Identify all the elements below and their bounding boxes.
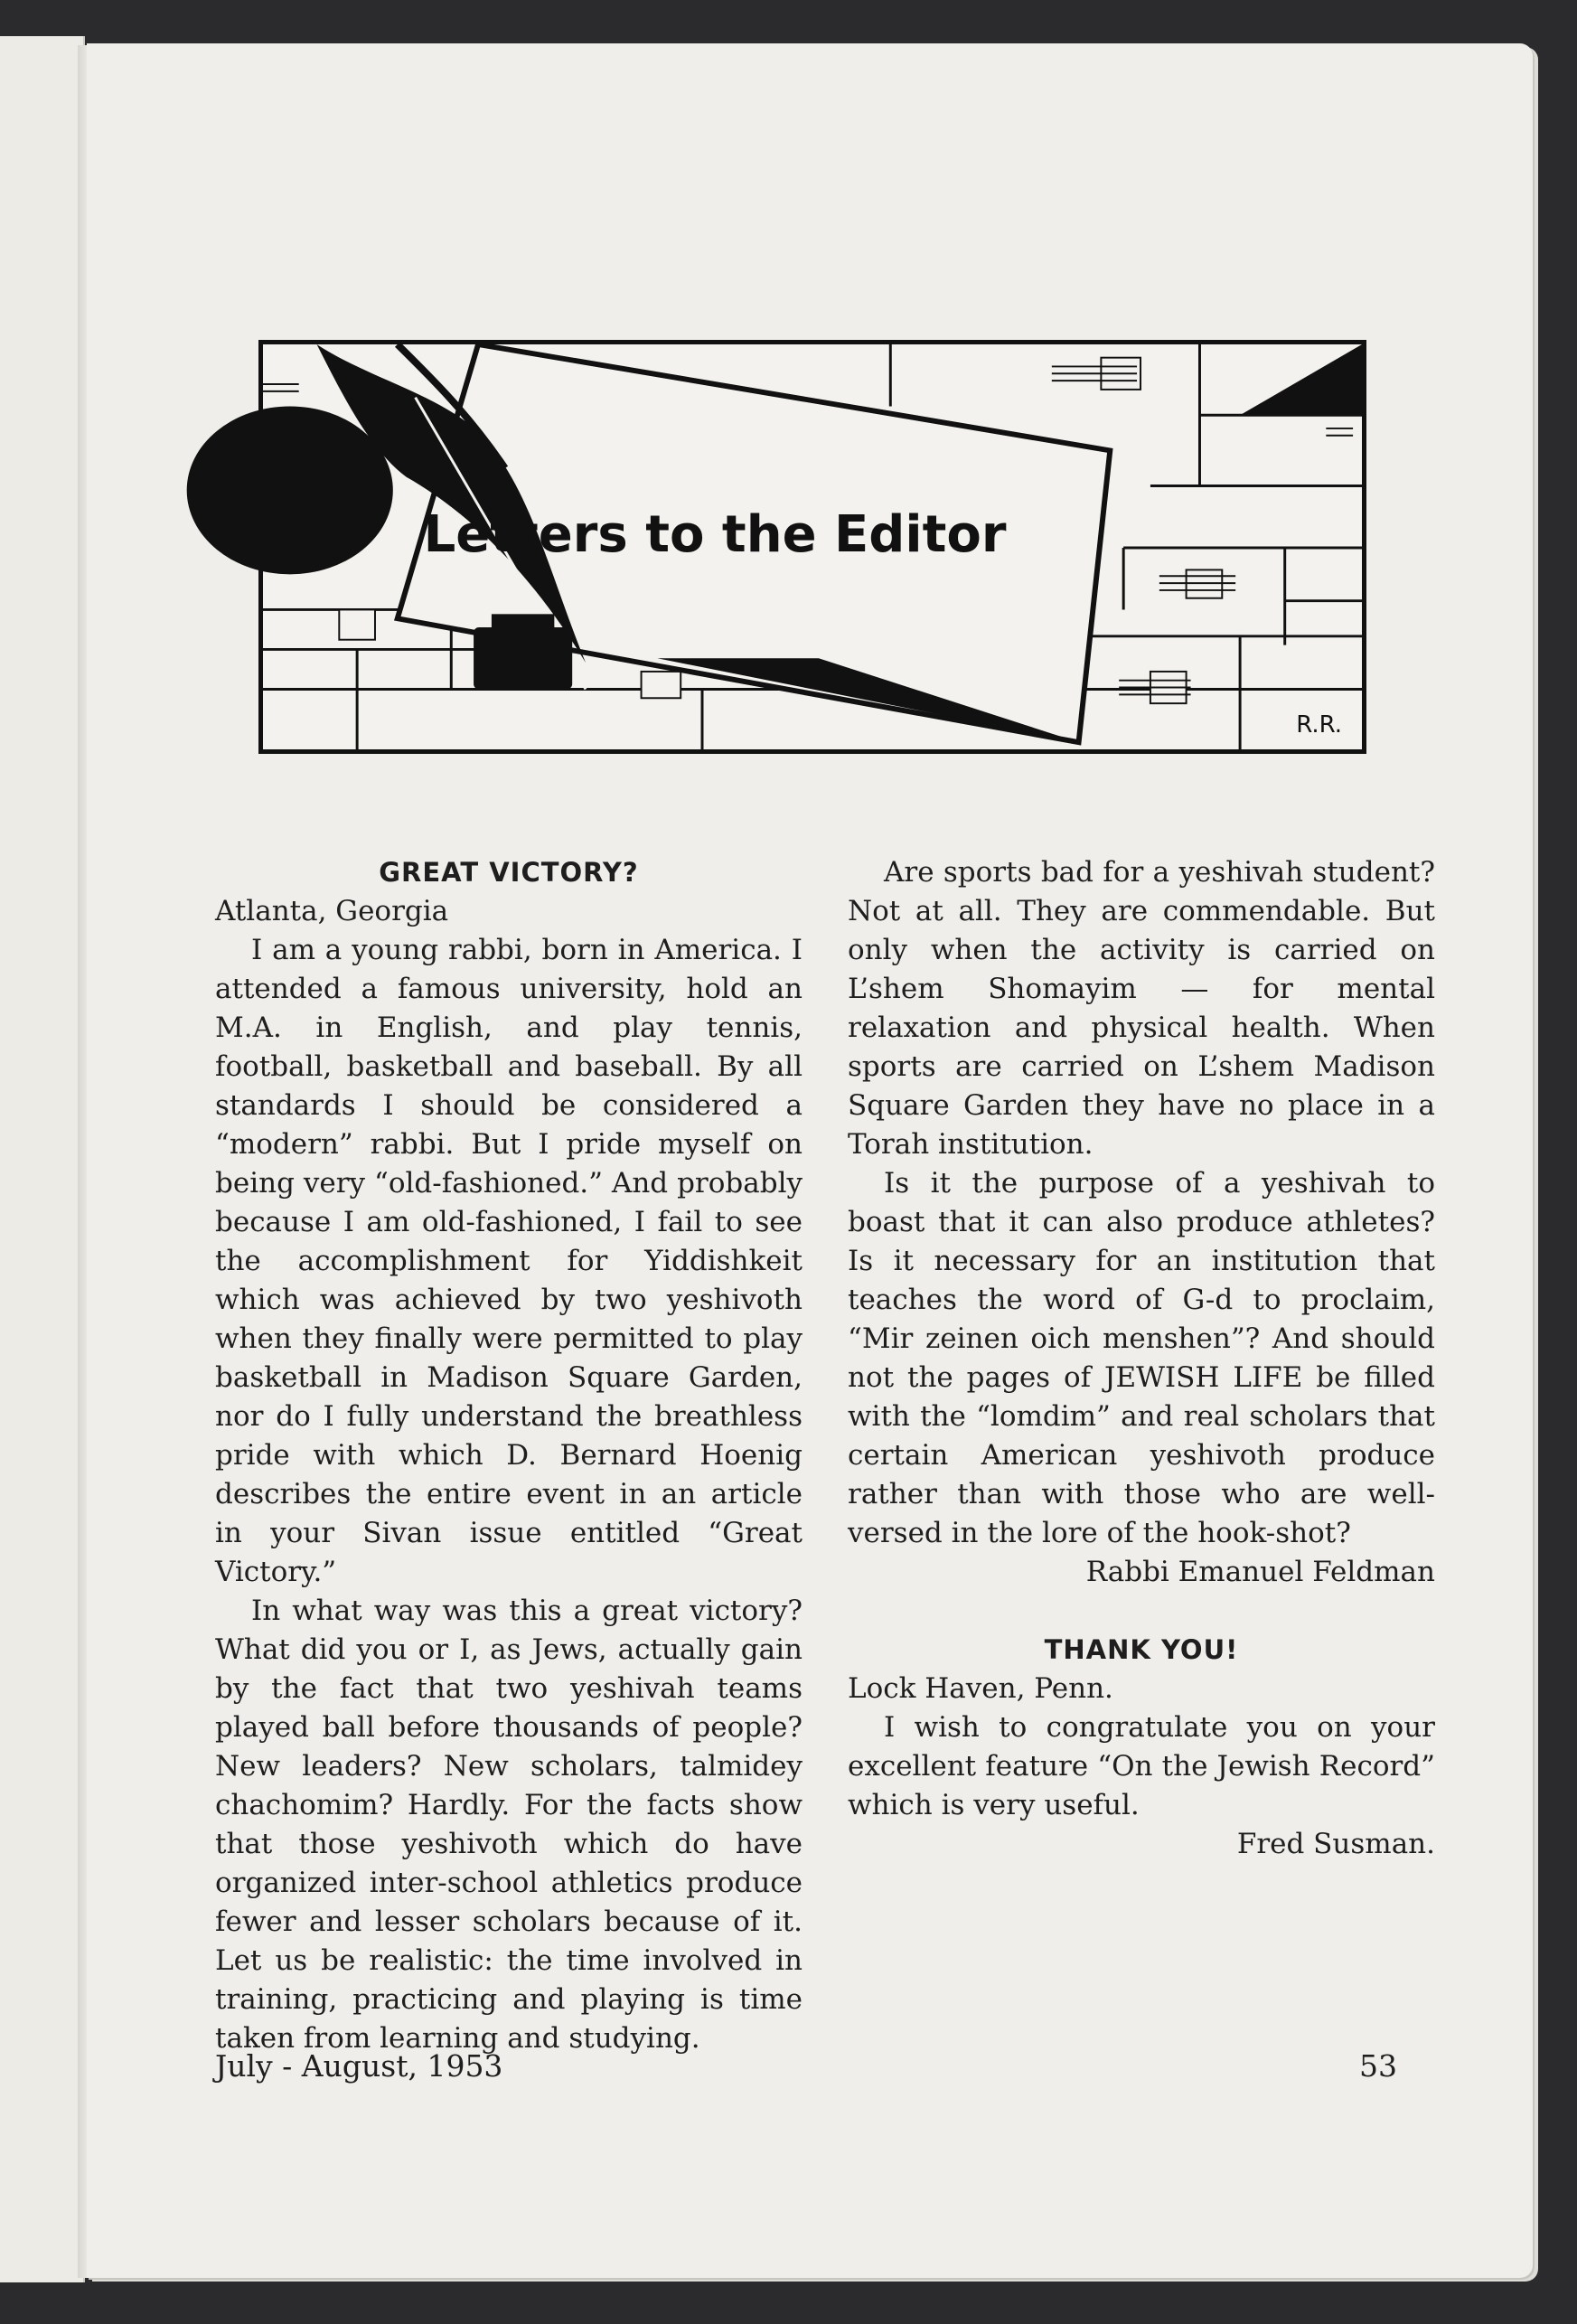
letter-signature: Fred Susman. <box>1236 1828 1435 1860</box>
letters-banner-illustration <box>258 340 1366 754</box>
letter-place: Atlanta, Georgia <box>215 895 449 927</box>
magazine-page <box>87 43 1533 2278</box>
letter-place: Lock Haven, Penn. <box>848 1672 1113 1705</box>
letter-heading: THANK YOU! <box>1044 1634 1239 1665</box>
artist-initials: R.R. <box>1296 711 1342 739</box>
letter-paragraph: Are sports bad for a yeshivah student? Not at all. They are commendable. But only when the activity is carried on L’shem Shomayim — for mental relaxation and physical health. When sports are carried on L’shem Madison Square Garden they have no place in a Torah institution. <box>848 856 1435 1161</box>
page-number: 53 <box>1359 2048 1397 2084</box>
section-title: Letters to the Editor <box>423 505 1007 564</box>
letter-paragraph: In what way was this a great victory? What did you or I, as Jews, actually gain by the fact that two yeshivah teams played ball before thousands of people? New leaders? New scholars, talmidey chachomim? Hardly. For the facts show that those yeshivoth which do have organized inter-school athletics produce fewer and lesser scholars because of it. Let us be realistic: the time involved in training, practicing and playing is time taken from learning and studying. <box>215 1595 803 2055</box>
spacer <box>848 1592 1435 1631</box>
letter-signature: Rabbi Emanuel Feldman <box>1085 1556 1435 1588</box>
facing-page-edge <box>0 36 85 2282</box>
right-column <box>848 853 1435 1864</box>
issue-date: July - August, 1953 <box>215 2048 503 2084</box>
letter-paragraph: I wish to congratulate you on your excellent feature “On the Jewish Record” which is very useful. <box>848 1711 1435 1821</box>
letter-paragraph: I am a young rabbi, born in America. I attended a famous university, hold an M.A. in English, and play tennis, football, basketball and baseball. By all standards I should be considered a “modern” rabbi. But I pride myself on being very “old-fashioned.” And probably because I am old-fashioned, I fail to see the accomplishment for Yiddishkeit which was achieved by two yeshivoth when they finally were permitted to play basketball in Madison Square Garden, nor do I fully understand the breathless pride with which D. Bernard Hoenig describes the entire event in an article in your Sivan issue entitled “Great Victory.” <box>215 934 803 1588</box>
letter-heading: GREAT VICTORY? <box>379 857 639 888</box>
left-column <box>215 853 803 2055</box>
letter-paragraph: Is it the purpose of a yeshivah to boast that it can also produce athletes? Is it necessary for an institution that teaches the word of G-d to proclaim, “Mir zeinen oich menshen”? And should not the pages of JEWISH LIFE be filled with the “lomdim” and real scholars that certain American yeshivoth produce rather than with those who are well-versed in the lore of the hook-shot? <box>848 1167 1435 1549</box>
